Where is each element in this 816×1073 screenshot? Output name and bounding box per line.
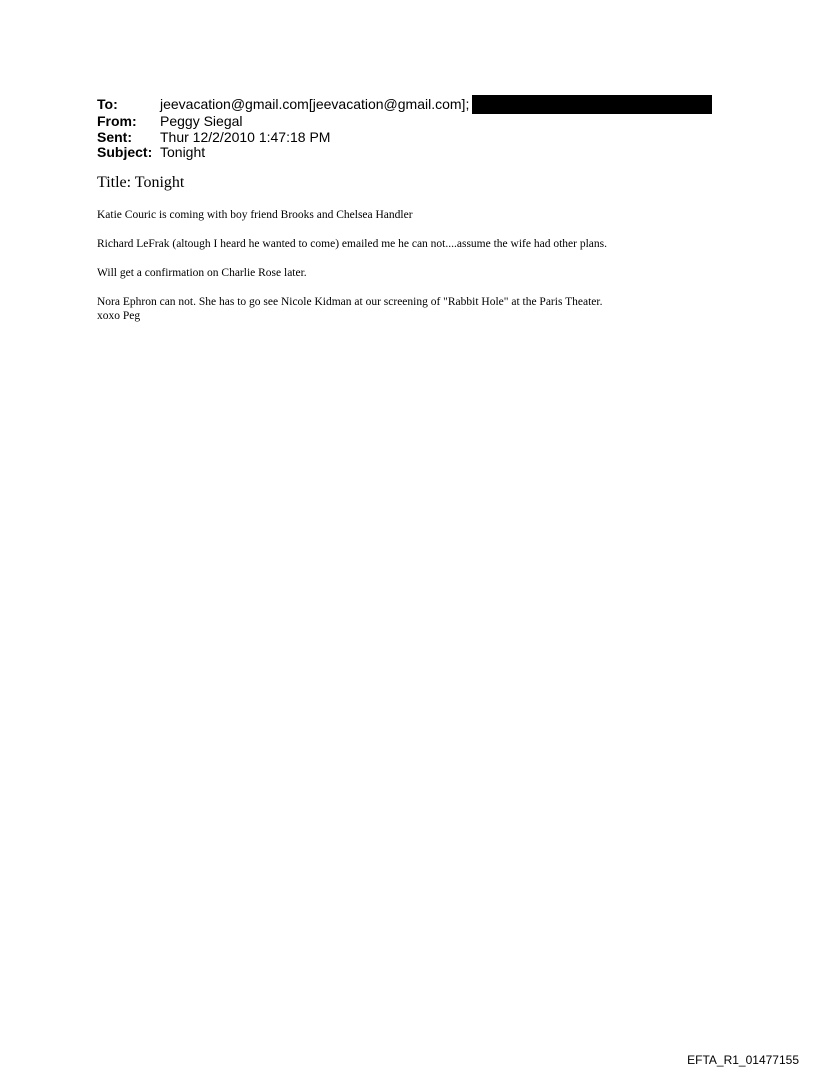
sent-row — [97, 130, 712, 146]
body-paragraph: Will get a confirmation on Charlie Rose later. — [97, 267, 307, 279]
from-label: From: — [97, 113, 137, 129]
to-row — [97, 95, 712, 114]
to-value: jeevacation@gmail.com[jeevacation@gmail.com]; — [160, 95, 470, 112]
signature: xoxo Peg — [97, 310, 141, 322]
sent-value: Thur 12/2/2010 1:47:18 PM — [160, 128, 331, 145]
email-title: Title: Tonight — [97, 174, 185, 191]
subject-label: Subject: — [97, 144, 153, 160]
sent-label: Sent: — [97, 128, 132, 145]
from-row — [97, 114, 712, 130]
document-id: EFTA_R1_01477155 — [687, 1053, 799, 1067]
body-paragraph: Katie Couric is coming with boy friend Brooks and Chelsea Handler — [97, 209, 413, 221]
body-paragraph: Nora Ephron can not. She has to go see Nicole Kidman at our screening of "Rabbit Hole" at the Paris Theater. — [97, 296, 603, 308]
subject-value: Tonight — [160, 144, 206, 160]
redaction-block — [472, 95, 712, 114]
email-header — [97, 95, 712, 161]
from-value: Peggy Siegal — [160, 113, 243, 129]
subject-row — [97, 145, 712, 161]
body-paragraph: Richard LeFrak (altough I heard he wanted to come) emailed me he can not....assume the wife had other plans. — [97, 238, 607, 250]
to-label: To: — [97, 95, 118, 112]
